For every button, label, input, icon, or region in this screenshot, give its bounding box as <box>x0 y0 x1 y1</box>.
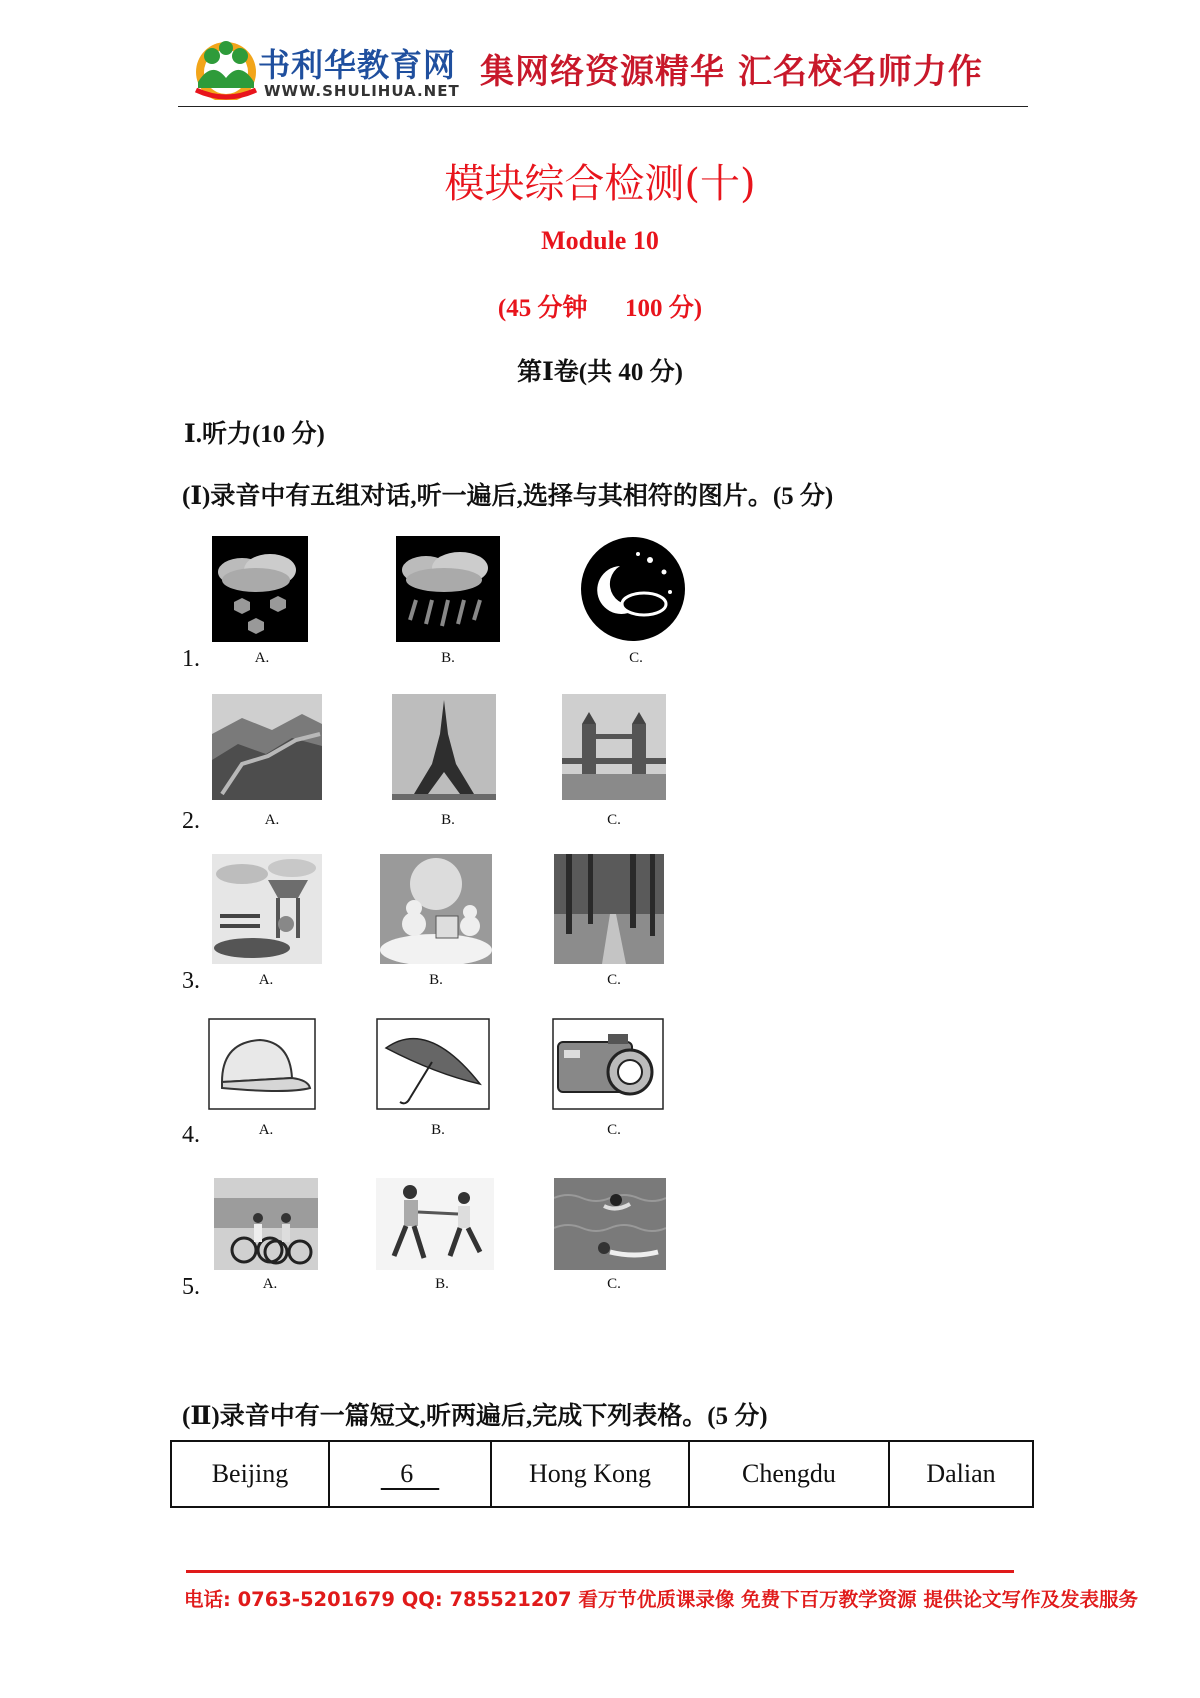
great-wall-photo <box>212 694 322 800</box>
table-cell-answer <box>329 1441 491 1507</box>
cloudy-night-icon <box>580 536 686 642</box>
tower-bridge-photo <box>562 694 666 800</box>
logo-icon <box>192 38 260 100</box>
page-title: 模块综合检测(十) <box>444 161 756 207</box>
option-label: C. <box>607 1122 621 1138</box>
header-divider <box>178 106 1028 107</box>
question-number: 2. <box>182 808 200 834</box>
cap-icon <box>208 1018 316 1110</box>
question-number: 4. <box>182 1122 200 1148</box>
option-label: A. <box>258 1122 274 1138</box>
table-cell: Hong Kong <box>491 1441 689 1507</box>
option-label: C. <box>629 650 643 666</box>
question-number: 3. <box>182 968 200 994</box>
option-label: A. <box>254 650 270 666</box>
option-label: C. <box>607 972 621 988</box>
option-label: A. <box>264 812 280 828</box>
site-header <box>178 28 1028 108</box>
option-label: B. <box>431 1122 445 1138</box>
answer-table <box>170 1440 1034 1508</box>
instruction-part-1: (Ⅰ)录音中有五组对话,听一遍后,选择与其相符的图片。(5 分) <box>182 483 834 510</box>
table-cell: Beijing <box>171 1441 329 1507</box>
filled-blank: 6 <box>380 1459 440 1488</box>
table-row <box>171 1441 1033 1507</box>
camera-icon <box>552 1018 664 1110</box>
brand-url: WWW.SHULIHUA.NET <box>264 82 460 100</box>
eiffel-tower-photo <box>392 694 496 800</box>
option-label: A. <box>258 972 274 988</box>
option-label: B. <box>441 650 455 666</box>
option-label: B. <box>441 812 455 828</box>
umbrella-icon <box>376 1018 490 1110</box>
footer-divider <box>186 1570 1014 1573</box>
running-photo <box>376 1178 494 1270</box>
header-slogan: 集网络资源精华 汇名校名师力作 <box>480 52 983 92</box>
part-heading: 第Ⅰ卷(共 40 分) <box>517 359 683 386</box>
winter-snowman-picture <box>380 854 492 964</box>
autumn-forest-photo <box>554 854 664 964</box>
summer-scene-picture <box>212 854 322 964</box>
brand-name: 书利华教育网 <box>258 46 457 84</box>
rain-weather-icon <box>396 536 500 642</box>
footer-contact: 电话: 0763-5201679 QQ: 785521207 看万节优质课录像 免费下百万教学资源 提供论文写作及发表服务 <box>184 1588 1138 1611</box>
table-cell: Chengdu <box>689 1441 889 1507</box>
time-score-line: (45 分钟 100 分) <box>497 295 703 322</box>
option-label: B. <box>429 972 443 988</box>
option-label: B. <box>435 1276 449 1292</box>
option-label: C. <box>607 812 621 828</box>
section-heading: Ⅰ.听力(10 分) <box>184 421 325 448</box>
module-subtitle: Module 10 <box>541 226 659 255</box>
instruction-part-2: (Ⅱ)录音中有一篇短文,听两遍后,完成下列表格。(5 分) <box>182 1403 768 1430</box>
table-cell: Dalian <box>889 1441 1033 1507</box>
question-number: 1. <box>182 646 200 672</box>
snow-weather-icon <box>212 536 308 642</box>
cycling-photo <box>214 1178 318 1270</box>
option-label: C. <box>607 1276 621 1292</box>
option-label: A. <box>262 1276 278 1292</box>
swimming-photo <box>554 1178 666 1270</box>
question-number: 5. <box>182 1274 200 1300</box>
